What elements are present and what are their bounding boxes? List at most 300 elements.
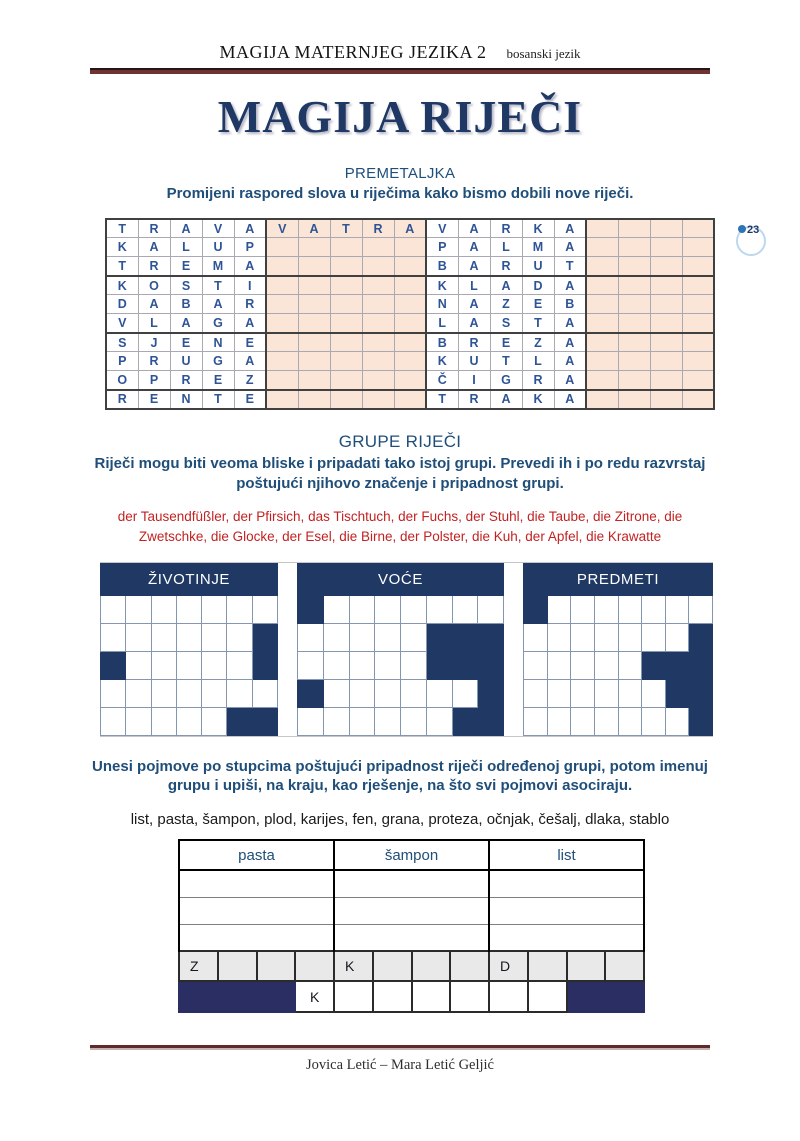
letter-cell: A [138, 238, 170, 257]
letter-cell: A [554, 238, 586, 257]
answer-cell [571, 707, 595, 735]
letter-cell: A [234, 314, 266, 333]
answer-cell [202, 707, 227, 735]
category-title: ŽIVOTINJE [101, 563, 278, 595]
answer-cell [101, 679, 126, 707]
letter-cell [618, 276, 650, 295]
category-tables-row [100, 562, 713, 737]
letter-cell [330, 352, 362, 371]
answer-cell [478, 623, 504, 651]
letter-cell [650, 276, 682, 295]
letter-cell [618, 219, 650, 238]
letter-cell [298, 238, 330, 257]
answer-cell [202, 623, 227, 651]
letter-cell: E [138, 390, 170, 409]
answer-cell [349, 623, 375, 651]
letter-cell: R [138, 352, 170, 371]
answer-cell [642, 707, 666, 735]
page-header [0, 0, 800, 63]
answer-cell [375, 595, 401, 623]
answer-cell [298, 595, 324, 623]
letter-cell: A [202, 295, 234, 314]
answer-cell [426, 595, 452, 623]
answer-cell [642, 623, 666, 651]
letter-cell [362, 295, 394, 314]
answer-cell [689, 651, 713, 679]
letter-cell: A [458, 295, 490, 314]
final-solution-row [179, 981, 644, 1012]
group-table [523, 563, 713, 736]
answer-cell [665, 707, 689, 735]
letter-cell: A [554, 314, 586, 333]
answer-cell [478, 707, 504, 735]
hint-cell [450, 951, 489, 981]
answer-cell [323, 595, 349, 623]
letter-cell [394, 295, 426, 314]
answer-cell [547, 679, 571, 707]
answer-cell [452, 707, 478, 735]
answer-cell [452, 651, 478, 679]
answer-cell [524, 595, 548, 623]
letter-cell: E [522, 295, 554, 314]
letter-cell [394, 257, 426, 276]
letter-cell: M [202, 257, 234, 276]
hint-cell: D [489, 951, 528, 981]
letter-cell: B [554, 295, 586, 314]
letter-cell: U [522, 257, 554, 276]
letter-cell: T [554, 257, 586, 276]
hint-cell [567, 951, 606, 981]
letter-cell: O [138, 276, 170, 295]
letter-cell [682, 314, 714, 333]
answer-cell [298, 623, 324, 651]
answer-cell [151, 595, 176, 623]
letter-cell [362, 276, 394, 295]
answer-cell [665, 651, 689, 679]
letter-cell [682, 390, 714, 409]
entry-cell [179, 924, 334, 951]
letter-cell [266, 276, 298, 295]
letter-cell [330, 257, 362, 276]
answer-cell [126, 651, 151, 679]
letter-cell: A [554, 333, 586, 352]
letter-cell [682, 352, 714, 371]
solution-cell [334, 981, 373, 1012]
solution-cell [373, 981, 412, 1012]
answer-cell [401, 595, 427, 623]
letter-cell: A [234, 352, 266, 371]
hint-letter-row [179, 951, 644, 981]
answer-cell [642, 679, 666, 707]
letter-cell [586, 238, 618, 257]
entry-cell [489, 897, 644, 924]
letter-cell: L [490, 238, 522, 257]
answer-cell [101, 651, 126, 679]
entry-cell [334, 897, 489, 924]
letter-cell: L [138, 314, 170, 333]
answer-cell [323, 679, 349, 707]
answer-cell [642, 651, 666, 679]
answer-cell [401, 623, 427, 651]
letter-cell [266, 371, 298, 390]
authors: Jovica Letić – Mara Letić Geljić [305, 1057, 494, 1073]
letter-cell [266, 238, 298, 257]
letter-cell [650, 371, 682, 390]
letter-cell [618, 371, 650, 390]
letter-cell [330, 333, 362, 352]
letter-cell: A [554, 352, 586, 371]
answer-cell [126, 679, 151, 707]
letter-cell: E [234, 333, 266, 352]
answer-cell [571, 623, 595, 651]
answer-cell [202, 651, 227, 679]
letter-cell [394, 333, 426, 352]
answer-cell [689, 679, 713, 707]
letter-cell [650, 333, 682, 352]
letter-cell [330, 314, 362, 333]
dot-ornament-icon [738, 225, 746, 233]
letter-cell: L [458, 276, 490, 295]
answer-cell [126, 623, 151, 651]
solution-cell [567, 981, 606, 1012]
letter-cell [586, 352, 618, 371]
letter-cell [266, 390, 298, 409]
letter-cell: P [138, 371, 170, 390]
answer-cell [176, 651, 201, 679]
answer-cell [375, 679, 401, 707]
answer-cell [642, 595, 666, 623]
letter-cell [266, 257, 298, 276]
letter-cell: K [106, 238, 138, 257]
letter-cell [682, 333, 714, 352]
letter-cell [362, 390, 394, 409]
entry-cell [179, 897, 334, 924]
answer-cell [618, 651, 642, 679]
letter-cell: A [490, 276, 522, 295]
letter-cell: Z [522, 333, 554, 352]
letter-cell [298, 257, 330, 276]
letter-cell: R [138, 219, 170, 238]
letter-cell: A [554, 276, 586, 295]
answer-cell [401, 707, 427, 735]
letter-cell [330, 238, 362, 257]
letter-cell: A [458, 257, 490, 276]
letter-cell [330, 295, 362, 314]
solution-cell [412, 981, 451, 1012]
letter-cell [362, 257, 394, 276]
entry-cell [334, 870, 489, 897]
page-number: 23 [747, 224, 760, 236]
letter-cell [394, 314, 426, 333]
letter-cell: R [170, 371, 202, 390]
letter-cell: V [426, 219, 458, 238]
letter-cell [330, 371, 362, 390]
column-header: list [489, 840, 644, 870]
answer-cell [176, 679, 201, 707]
letter-cell [298, 390, 330, 409]
answer-cell [126, 707, 151, 735]
letter-cell [394, 352, 426, 371]
group-table [297, 563, 504, 736]
letter-cell: L [522, 352, 554, 371]
letter-cell: I [458, 371, 490, 390]
entry-cell [334, 924, 489, 951]
answer-cell [151, 679, 176, 707]
letter-cell [362, 371, 394, 390]
letter-cell: S [490, 314, 522, 333]
hint-cell: K [334, 951, 373, 981]
footer-divider-rule [90, 1045, 710, 1050]
letter-cell: Z [234, 371, 266, 390]
solution-cell [489, 981, 528, 1012]
answer-cell [478, 651, 504, 679]
letter-cell: T [202, 390, 234, 409]
answer-cell [665, 679, 689, 707]
letter-cell [650, 257, 682, 276]
letter-cell: P [426, 238, 458, 257]
letter-cell: R [490, 257, 522, 276]
answer-cell [176, 623, 201, 651]
solution-cell [528, 981, 567, 1012]
hint-cell [412, 951, 451, 981]
header-divider-rule [90, 68, 710, 74]
letter-cell [266, 333, 298, 352]
letter-cell: T [202, 276, 234, 295]
answer-cell [594, 707, 618, 735]
letter-cell: A [490, 390, 522, 409]
answer-cell [151, 623, 176, 651]
grupe-instruction: Riječi mogu biti veoma bliske i pripadati tako istoj grupi. Prevedi ih i po redu razvrstaj poštujući njihovo značenje i pripadnost grupi. [94, 454, 706, 492]
answer-cell [252, 623, 277, 651]
letter-cell: T [330, 219, 362, 238]
letter-cell: U [202, 238, 234, 257]
answer-cell [426, 707, 452, 735]
letter-cell: E [202, 371, 234, 390]
book-title: MAGIJA MATERNJEG JEZIKA 2 [219, 42, 487, 62]
answer-cell [349, 651, 375, 679]
letter-cell: R [458, 333, 490, 352]
letter-cell [362, 352, 394, 371]
letter-cell: N [170, 390, 202, 409]
letter-cell: P [106, 352, 138, 371]
column-header: šampon [334, 840, 489, 870]
entry-row [179, 924, 644, 951]
answer-cell [298, 679, 324, 707]
letter-cell [394, 238, 426, 257]
letter-cell: R [362, 219, 394, 238]
letter-cell [330, 390, 362, 409]
letter-cell [586, 219, 618, 238]
solution-cell [257, 981, 296, 1012]
letter-cell [618, 352, 650, 371]
letter-cell: R [458, 390, 490, 409]
letter-cell: K [522, 219, 554, 238]
entry-cell [179, 870, 334, 897]
answer-cell [689, 595, 713, 623]
answer-cell [126, 595, 151, 623]
letter-cell [586, 314, 618, 333]
letter-cell [650, 219, 682, 238]
solution-cell [179, 981, 218, 1012]
answer-cell [426, 679, 452, 707]
letter-cell: B [170, 295, 202, 314]
group-table [100, 563, 278, 736]
premetaljka-instruction: Promijeni raspored slova u riječima kako bismo dobili nove riječi. [166, 185, 634, 202]
letter-cell [618, 257, 650, 276]
letter-cell: A [554, 371, 586, 390]
answer-cell [252, 651, 277, 679]
letter-cell [586, 371, 618, 390]
letter-cell [362, 333, 394, 352]
letter-cell: G [202, 352, 234, 371]
answer-cell [571, 595, 595, 623]
entry-row [179, 897, 644, 924]
letter-cell: N [426, 295, 458, 314]
answer-cell [689, 707, 713, 735]
answer-cell [375, 707, 401, 735]
letter-cell: K [106, 276, 138, 295]
answer-cell [252, 679, 277, 707]
letter-cell: R [522, 371, 554, 390]
premetaljka-grid-wrap [105, 218, 800, 410]
answer-cell [524, 679, 548, 707]
letter-cell: B [426, 257, 458, 276]
answer-cell [151, 651, 176, 679]
answer-cell [349, 595, 375, 623]
letter-cell: V [202, 219, 234, 238]
letter-cell: R [234, 295, 266, 314]
letter-cell [298, 371, 330, 390]
answer-cell [524, 623, 548, 651]
answer-cell [298, 651, 324, 679]
answer-cell [401, 679, 427, 707]
letter-cell: L [426, 314, 458, 333]
letter-cell [682, 371, 714, 390]
letter-cell: A [234, 257, 266, 276]
hint-cell [373, 951, 412, 981]
letter-cell [394, 371, 426, 390]
letter-cell [618, 333, 650, 352]
answer-cell [452, 623, 478, 651]
answer-cell [618, 623, 642, 651]
letter-cell [650, 314, 682, 333]
answer-cell [547, 623, 571, 651]
book-subtitle: bosanski jezik [506, 46, 581, 61]
letter-cell [650, 238, 682, 257]
entry-row [179, 870, 644, 897]
answer-cell [252, 595, 277, 623]
hint-cell: Z [179, 951, 218, 981]
letter-cell [298, 352, 330, 371]
hint-cell [295, 951, 334, 981]
letter-cell [586, 276, 618, 295]
letter-cell [394, 276, 426, 295]
letter-cell [330, 276, 362, 295]
hint-cell [218, 951, 257, 981]
solution-cell [450, 981, 489, 1012]
answer-cell [252, 707, 277, 735]
letter-cell: T [426, 390, 458, 409]
hint-cell [257, 951, 296, 981]
letter-cell: D [522, 276, 554, 295]
answer-cell [176, 595, 201, 623]
answer-cell [594, 595, 618, 623]
letter-cell: T [106, 257, 138, 276]
letter-cell: A [394, 219, 426, 238]
letter-cell [682, 219, 714, 238]
answer-cell [594, 679, 618, 707]
answer-cell [323, 623, 349, 651]
letter-cell: G [202, 314, 234, 333]
answer-cell [227, 623, 252, 651]
answer-cell [323, 707, 349, 735]
letter-cell [298, 333, 330, 352]
answer-cell [665, 595, 689, 623]
answer-cell [426, 623, 452, 651]
letter-cell [266, 295, 298, 314]
letter-cell [618, 390, 650, 409]
solution-cell: K [295, 981, 334, 1012]
letter-cell: A [138, 295, 170, 314]
answer-cell [202, 595, 227, 623]
letter-cell [682, 295, 714, 314]
letter-cell: A [234, 219, 266, 238]
letter-cell: G [490, 371, 522, 390]
answer-cell [594, 623, 618, 651]
answer-cell [101, 623, 126, 651]
solution-cell [218, 981, 257, 1012]
category-title: PREDMETI [524, 563, 713, 595]
entry-cell [489, 924, 644, 951]
answer-cell [478, 679, 504, 707]
letter-cell [618, 314, 650, 333]
letter-cell [586, 257, 618, 276]
answer-cell [151, 707, 176, 735]
answer-cell [202, 679, 227, 707]
answer-cell [349, 679, 375, 707]
solution-table [178, 839, 645, 1013]
letter-cell: A [458, 238, 490, 257]
letter-cell: V [266, 219, 298, 238]
answer-cell [618, 679, 642, 707]
stupci-instruction: Unesi pojmove po stupcima poštujući pripadnost riječi određenoj grupi, potom imenuj grupu i upiši, na kraju, kao rješenje, na što svi pojmovi asociraju. [92, 757, 708, 795]
hint-cell [528, 951, 567, 981]
letter-cell: Z [490, 295, 522, 314]
page-footer [90, 1045, 710, 1074]
answer-cell [618, 707, 642, 735]
letter-cell [650, 352, 682, 371]
entry-cell [489, 870, 644, 897]
answer-cell [227, 595, 252, 623]
letter-cell [394, 390, 426, 409]
category-title: VOĆE [298, 563, 504, 595]
letter-cell: R [106, 390, 138, 409]
letter-cell: S [106, 333, 138, 352]
bosnian-word-list: list, pasta, šampon, plod, karijes, fen, grana, proteza, očnjak, češalj, dlaka, stablo [130, 811, 670, 829]
answer-cell [426, 651, 452, 679]
letter-cell: S [170, 276, 202, 295]
letter-cell: A [458, 219, 490, 238]
letter-cell [682, 276, 714, 295]
page-number-badge [735, 222, 769, 258]
answer-cell [665, 623, 689, 651]
letter-cell: K [522, 390, 554, 409]
letter-cell: D [106, 295, 138, 314]
answer-cell [101, 595, 126, 623]
answer-cell [375, 651, 401, 679]
letter-cell: E [170, 257, 202, 276]
letter-cell: A [298, 219, 330, 238]
